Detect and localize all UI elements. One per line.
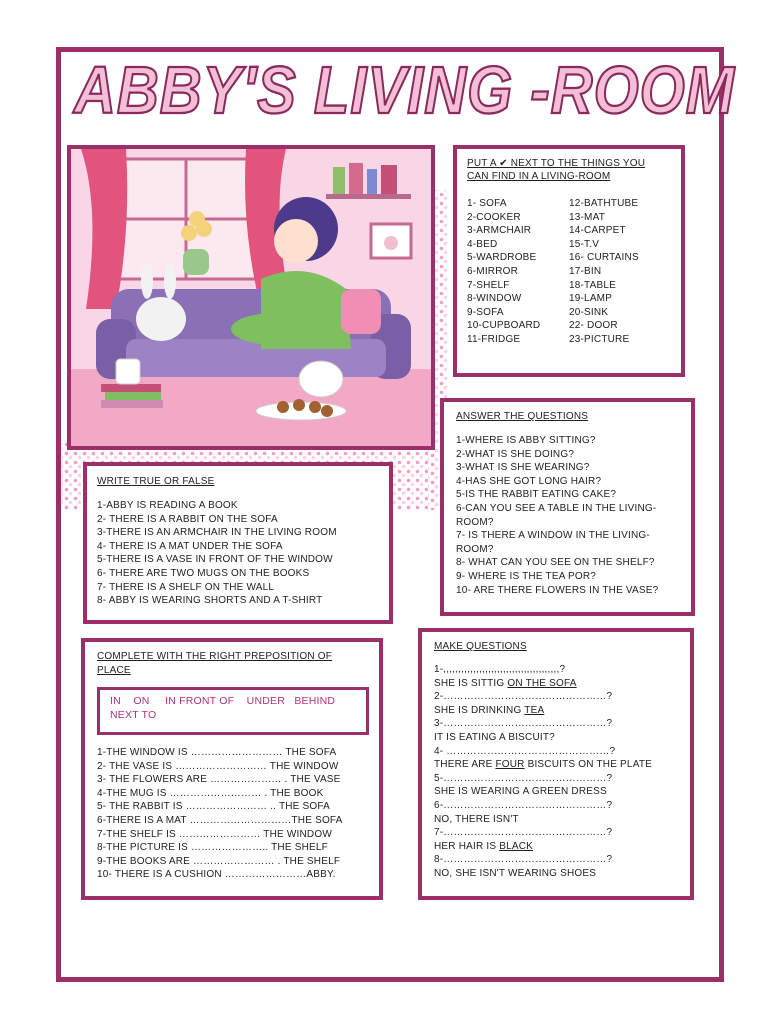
make-questions-line-15 bbox=[434, 853, 678, 867]
answer-heading: ANSWER THE QUESTIONS bbox=[456, 411, 589, 422]
answer-question-9: ROOM? bbox=[456, 543, 494, 555]
things-item-left-5: 5-WARDROBE bbox=[467, 252, 537, 264]
answer-question-7: ROOM? bbox=[456, 516, 494, 528]
things-item-right-3: 14-CARPET bbox=[569, 225, 626, 237]
line-text-end: BISCUITS ON THE PLATE bbox=[524, 759, 652, 771]
make-questions-line-7 bbox=[434, 745, 678, 759]
line-text: HER HAIR IS bbox=[434, 840, 500, 852]
make-questions-line-4 bbox=[434, 704, 678, 718]
preposition-sentence-7: 7-THE SHELF IS …………………… THE WINDOW bbox=[97, 828, 332, 840]
line-text: 1-,,,,,,,,,,,,,,,,,,,,,,,,,,,,,,,,,,,,,,,? bbox=[434, 664, 566, 675]
make-questions-box bbox=[418, 628, 694, 900]
answer-question-6: 6-CAN YOU SEE A TABLE IN THE LIVING- bbox=[456, 502, 657, 514]
preposition-sentence-8: 8-THE PICTURE IS ………………….. THE SHELF bbox=[97, 842, 328, 854]
line-text: 6-…………………………………………? bbox=[434, 799, 613, 811]
underlined-answer: BLACK bbox=[499, 840, 533, 852]
line-text: SHE IS SITTIG bbox=[434, 677, 508, 689]
line-text: NO, SHE ISN'T WEARING SHOES bbox=[434, 867, 597, 879]
preposition-heading-line-2: PLACE bbox=[97, 664, 131, 676]
true-false-statement-list bbox=[97, 499, 379, 608]
preposition-sentence-9: 9-THE BOOKS ARE …………………… . THE SHELF bbox=[97, 855, 341, 867]
things-item-right-10: 22- DOOR bbox=[569, 320, 618, 332]
make-questions-line-6 bbox=[434, 731, 678, 745]
answer-question-4: 4-HAS SHE GOT LONG HAIR? bbox=[456, 475, 602, 487]
answer-questions-box bbox=[440, 398, 695, 616]
answer-question-2: 2-WHAT IS SHE DOING? bbox=[456, 448, 575, 460]
line-text: THERE ARE bbox=[434, 759, 496, 771]
underlined-answer: TEA bbox=[524, 704, 545, 716]
make-questions-line-8 bbox=[434, 758, 678, 772]
preposition-box bbox=[81, 638, 383, 900]
things-item-right-6: 17-BIN bbox=[569, 265, 602, 277]
make-questions-list bbox=[434, 663, 678, 881]
living-room-illustration bbox=[67, 145, 435, 450]
make-questions-line-2 bbox=[434, 677, 678, 691]
title-text: ABBY'S LIVING -ROOM bbox=[74, 53, 736, 129]
make-questions-heading: MAKE QUESTIONS bbox=[434, 641, 527, 652]
preposition-sentence-10: 10- THERE IS A CUSHION ……………………ABBY. bbox=[97, 869, 336, 881]
make-questions-line-13 bbox=[434, 826, 678, 840]
line-text: IT IS EATING A BISCUIT? bbox=[434, 731, 555, 743]
line-text: 7-…………………………………………? bbox=[434, 827, 613, 839]
line-text: 2-…………………………………………? bbox=[434, 691, 613, 703]
things-item-right-2: 13-MAT bbox=[569, 211, 606, 223]
underlined-answer: ON THE SOFA bbox=[507, 677, 577, 689]
make-questions-line-14 bbox=[434, 840, 678, 854]
line-text: NO, THERE ISN'T bbox=[434, 813, 519, 825]
preposition-sentence-6: 6-THERE IS A MAT …………………………THE SOFA bbox=[97, 814, 343, 826]
things-item-left-9: 9-SOFA bbox=[467, 306, 504, 318]
things-item-left-4: 4-BED bbox=[467, 238, 498, 250]
preposition-heading-line-1: COMPLETE WITH THE RIGHT PREPOSITION OF bbox=[97, 651, 333, 662]
line-text: 3-…………………………………………? bbox=[434, 718, 613, 730]
things-right-column bbox=[569, 197, 671, 347]
things-heading-line-2: CAN FIND IN A LIVING-ROOM bbox=[467, 171, 611, 182]
make-questions-line-16 bbox=[434, 867, 678, 881]
preposition-options-line-1: IN ON IN FRONT OF UNDER BEHIND bbox=[110, 695, 336, 707]
make-questions-line-3 bbox=[434, 690, 678, 704]
preposition-sentence-4: 4-THE MUG IS ……………………… . THE BOOK bbox=[97, 787, 324, 799]
true-false-statement-5: 5-THERE IS A VASE IN FRONT OF THE WINDOW bbox=[97, 554, 333, 566]
true-false-statement-3: 3-THERE IS AN ARMCHAIR IN THE LIVING ROOM bbox=[97, 527, 337, 539]
preposition-sentence-2: 2- THE VASE IS ……………………… THE WINDOW bbox=[97, 760, 339, 772]
make-questions-line-10 bbox=[434, 785, 678, 799]
things-item-right-7: 18-TABLE bbox=[569, 279, 616, 291]
things-item-left-11: 11-FRIDGE bbox=[467, 333, 521, 345]
true-false-statement-1: 1-ABBY IS READING A BOOK bbox=[97, 500, 238, 511]
true-false-statement-7: 7- THERE IS A SHELF ON THE WALL bbox=[97, 581, 275, 593]
answer-question-10: 8- WHAT CAN YOU SEE ON THE SHELF? bbox=[456, 557, 655, 569]
true-false-statement-4: 4- THERE IS A MAT UNDER THE SOFA bbox=[97, 540, 283, 552]
preposition-options-line-2: NEXT TO bbox=[110, 709, 157, 721]
preposition-sentence-5: 5- THE RABBIT IS …………………… .. THE SOFA bbox=[97, 801, 330, 813]
things-item-left-7: 7-SHELF bbox=[467, 279, 510, 291]
true-false-statement-8: 8- ABBY IS WEARING SHORTS AND A T-SHIRT bbox=[97, 595, 323, 607]
true-false-statement-6: 6- THERE ARE TWO MUGS ON THE BOOKS bbox=[97, 567, 310, 579]
things-item-left-2: 2-COOKER bbox=[467, 211, 521, 223]
make-questions-line-5 bbox=[434, 717, 678, 731]
things-item-right-5: 16- CURTAINS bbox=[569, 252, 639, 264]
things-item-left-6: 6-MIRROR bbox=[467, 265, 519, 277]
things-left-column bbox=[467, 197, 569, 347]
worksheet-title bbox=[72, 53, 736, 129]
things-item-left-1: 1- SOFA bbox=[467, 198, 507, 209]
answer-question-list bbox=[456, 434, 679, 597]
things-item-left-3: 3-ARMCHAIR bbox=[467, 225, 532, 237]
make-questions-line-9 bbox=[434, 772, 678, 786]
true-false-box bbox=[83, 462, 393, 624]
answer-question-5: 5-IS THE RABBIT EATING CAKE? bbox=[456, 489, 617, 501]
answer-question-12: 10- ARE THERE FLOWERS IN THE VASE? bbox=[456, 584, 659, 596]
things-item-right-1: 12-BATHTUBE bbox=[569, 198, 639, 209]
make-questions-line-11 bbox=[434, 799, 678, 813]
answer-question-1: 1-WHERE IS ABBY SITTING? bbox=[456, 435, 596, 446]
true-false-heading: WRITE TRUE OR FALSE bbox=[97, 476, 215, 487]
preposition-options-box bbox=[97, 687, 369, 735]
underlined-answer: FOUR bbox=[495, 759, 525, 771]
line-text: 4- …………………………………………? bbox=[434, 745, 616, 757]
answer-question-8: 7- IS THERE A WINDOW IN THE LIVING- bbox=[456, 530, 650, 542]
things-item-right-11: 23-PICTURE bbox=[569, 333, 630, 345]
things-item-right-4: 15-T.V bbox=[569, 238, 600, 250]
line-text: SHE IS WEARING A GREEN DRESS bbox=[434, 786, 607, 798]
things-item-left-8: 8-WINDOW bbox=[467, 293, 522, 305]
answer-question-3: 3-WHAT IS SHE WEARING? bbox=[456, 462, 590, 474]
make-questions-line-12 bbox=[434, 813, 678, 827]
line-text: 8-…………………………………………? bbox=[434, 854, 613, 866]
things-item-right-9: 20-SINK bbox=[569, 306, 609, 318]
things-heading-line-1: PUT A ✔ NEXT TO THE THINGS YOU bbox=[467, 158, 646, 169]
preposition-sentence-list bbox=[97, 746, 343, 882]
preposition-sentence-3: 3- THE FLOWERS ARE ………………… . THE VASE bbox=[97, 774, 341, 786]
line-text: SHE IS DRINKING bbox=[434, 704, 525, 716]
true-false-statement-2: 2- THERE IS A RABBIT ON THE SOFA bbox=[97, 513, 278, 525]
preposition-sentence-1: 1-THE WINDOW IS ……………………… THE SOFA bbox=[97, 747, 337, 758]
answer-question-11: 9- WHERE IS THE TEA POR? bbox=[456, 570, 597, 582]
make-questions-line-1 bbox=[434, 663, 678, 677]
things-item-right-8: 19-LAMP bbox=[569, 293, 613, 305]
things-item-left-10: 10-CUPBOARD bbox=[467, 320, 541, 332]
things-list-box bbox=[453, 145, 685, 377]
line-text: 5-…………………………………………? bbox=[434, 772, 613, 784]
